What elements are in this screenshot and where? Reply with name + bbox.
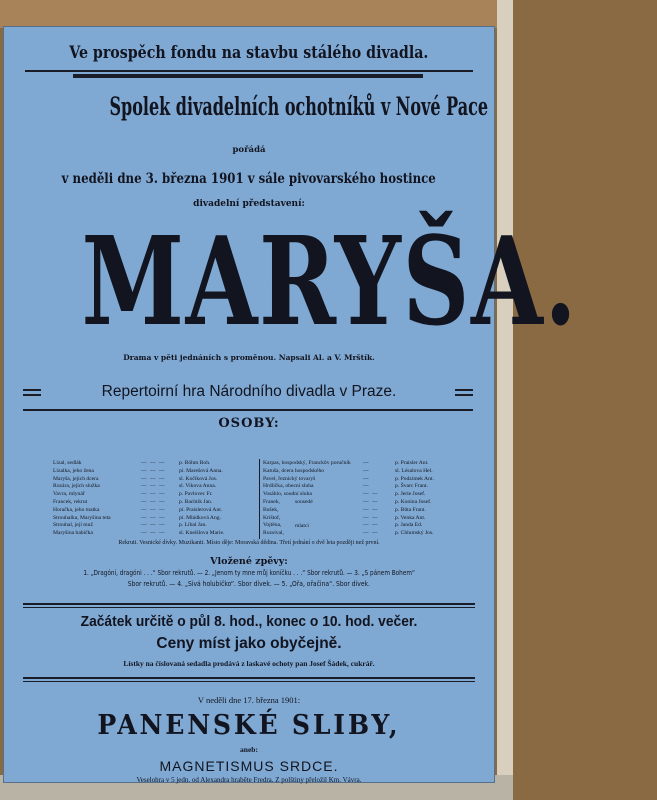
cast-role: Rozsíval, [263, 530, 284, 537]
header-top [3, 43, 495, 62]
cast-right-actors [395, 460, 477, 538]
header-rule-2 [73, 74, 423, 78]
play-title [3, 209, 579, 353]
cast-actor: sl. Vikova Anna. [179, 483, 217, 490]
songs-line-2-text: Sbor rekrutů. — 4. „Sivá holubičko“. Sbor dívek. — 5. „Ořa, ořačina“. Sbor dívek. [127, 580, 371, 588]
songs-heading: Vložené zpěvy: [210, 556, 288, 567]
next-title-text: PANENSKÉ SLIBY, [97, 710, 401, 741]
next-description: Veselohra v 5 jedn. od Alexandra hraběte Fredra. Z polštiny přeložil Km. Vávra. [136, 776, 362, 784]
cast-role: Lízalka, jeho žena [53, 467, 94, 474]
schedule-rule-1 [23, 603, 475, 605]
cast-actor: p. Konina Josef. [395, 498, 432, 505]
cast-role: Katuša, dcera hospodského [263, 467, 325, 474]
cast-actor: p. Švarc Frant. [395, 483, 428, 490]
cast-actor: p. Bůta Frant. [395, 506, 426, 513]
next-rule-2 [23, 681, 475, 682]
porada-line: pořádá [232, 145, 266, 155]
cast-actor: pí. Mládková Ang. [179, 514, 221, 521]
date-line [3, 171, 495, 187]
cast-role: Maryšina babička [53, 530, 93, 537]
songs-line-2 [3, 580, 495, 588]
date-line-text: v neděli dne 3. března 1901 v sále pivovarského hostince [61, 171, 437, 187]
cast-role: Strouhalka, Maryšina teta [53, 514, 111, 521]
society-name [3, 92, 495, 121]
cast-heading: OSOBY: [218, 416, 280, 431]
next-rule-1 [23, 677, 475, 679]
cast-group-neighbours: sousedé [295, 499, 313, 505]
cast-actor: sl. Kneišlova Marie. [179, 530, 225, 537]
cast-role: Vojtěna, [263, 522, 282, 529]
cast-actor: pí. Praislerová Ant. [179, 506, 223, 513]
songs-line-1 [3, 569, 495, 577]
cast-actor: sl. Kočíková Jos. [179, 475, 218, 482]
cast-actor: p. Chlumský Jos. [395, 530, 434, 537]
cast-actor: p. Venka Ant. [395, 514, 426, 521]
play-subtitle: Drama v pěti jednáních s proměnou. Napsali Al. a V. Mrštík. [123, 353, 375, 362]
start-time [3, 613, 495, 630]
next-date: V neděli dne 17. března 1901: [197, 695, 301, 705]
header-top-text: Ve prospěch fondu na stavbu stálého divadla. [69, 43, 429, 62]
cast-note: Rekruti. Vesnické dívky. Muzikanti. Místo děje: Moravská dědina. Třetí jednání o dvě leta později než první. [118, 540, 380, 546]
society-text: Spolek divadelních ochotníků v Nové Pace [109, 92, 489, 121]
cast-rule-top [23, 409, 473, 411]
cast-role: Vavra, mlynář [53, 491, 85, 498]
cast-role: Francek, rekrut [53, 498, 88, 505]
cast-role: Strouhal, její muž [53, 522, 93, 529]
background-right [497, 0, 513, 800]
prices: Ceny míst jako obyčejně. [156, 635, 342, 652]
cast-actor: p. Pavlovec Fr. [179, 491, 213, 498]
repertoire-mark-right-1 [455, 389, 473, 391]
cast-role: Franek, [263, 498, 280, 505]
header-rule-1 [25, 70, 473, 72]
cast-actor: p. Janda Ed. [395, 522, 423, 529]
next-aneb: aneb: [240, 745, 258, 754]
performance-line: divadelní představení: [193, 199, 305, 209]
cast-actor: pí. Marešová Anna. [179, 467, 223, 474]
cast-role: Hrdlička, obecní sluha [263, 483, 314, 490]
cast-actor: p. Líbal Jan. [179, 522, 207, 529]
cast-role: Karpas, hospodský, Franckův poručník [263, 460, 351, 466]
cast-actor: p. Jerie Josef. [395, 491, 426, 498]
next-subtitle: MAGNETISMUS SRDCE. [159, 758, 339, 774]
cast-role: Krištof, [263, 514, 281, 521]
cast-group-threshers: mlatci [295, 523, 309, 529]
cast-actor: p. Praisler Ant. [395, 460, 429, 466]
background-top [0, 0, 513, 28]
cast-role: Vosáhlo, soudní sluha [263, 491, 312, 498]
schedule-rule-2 [23, 607, 475, 608]
cast-role: Rozára, jejich služka [53, 483, 100, 490]
cast-right-dashes: — — — — — — — — — — — — — — — — [363, 460, 379, 537]
repertoire-line: Repertoirní hra Národního divadla v Praze. [101, 383, 397, 400]
cast-role: Maryša, jejich dcera [53, 475, 99, 482]
cast-actor: p. Böhm Boh. [179, 460, 211, 466]
start-time-text: Začátek určitě o půl 8. hod., konec o 10. hod. večer. [80, 613, 418, 630]
cast-role: Bušek, [263, 506, 279, 513]
cast-left-dashes: — — — — — — — — — — — — — — — — — — — — — — — — — — — — — — [141, 460, 166, 537]
cast-role: Lízal, sedlák [53, 460, 82, 466]
cast-actor: sl. Lésalova Hel. [395, 467, 433, 474]
play-title-text: MARYŠA. [81, 209, 579, 353]
cast-actor: p. Podzimek Ant. [395, 475, 434, 482]
cast-divider [259, 459, 260, 539]
cast-left-actors [179, 460, 259, 538]
cast-role: Pavel, řeznický tovaryš [263, 475, 316, 482]
songs-line-1-text: 1. „Dragóni, dragóni . . .“ Sbor rekrutů. — 2. „Jenom ty mne můj koníčku . . .“ Sbor rekrutů. — 3. „S pánem Bohem“ [83, 569, 415, 577]
cast-actor: p. Bachtík Jan. [179, 498, 213, 505]
repertoire-mark-right-2 [455, 394, 473, 396]
cast-left-roles [53, 460, 139, 538]
next-title [3, 710, 495, 741]
theatre-poster [3, 26, 579, 784]
cast-role: Horačka, jeho matka [53, 506, 100, 513]
tickets: Lístky na číslovaná sedadla prodává z laskavé ochoty pan Josef Šádek, cukrář. [123, 659, 375, 668]
